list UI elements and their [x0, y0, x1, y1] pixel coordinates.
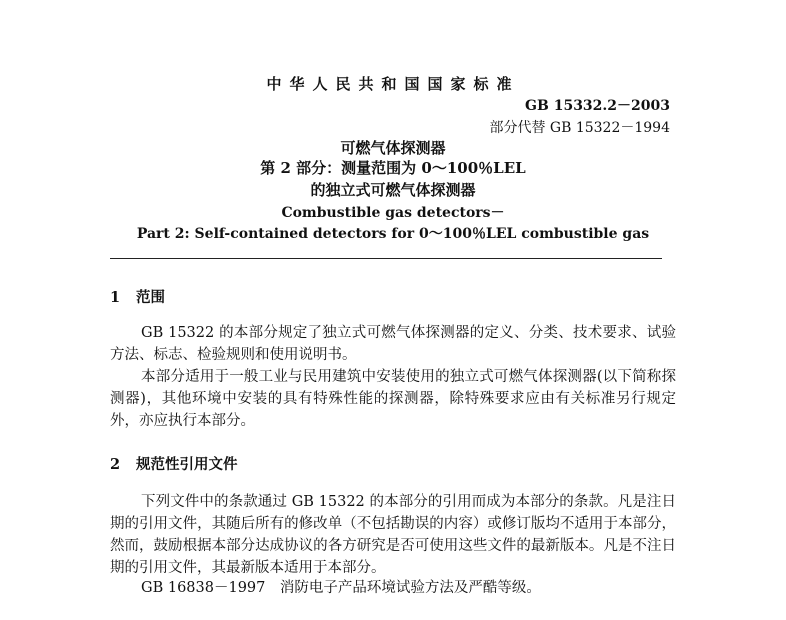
- section-title: 范围: [136, 289, 165, 306]
- header-divider: [110, 258, 662, 259]
- national-standard-heading: 中华人民共和国国家标准: [266, 75, 520, 93]
- references-paragraph-1: 下列文件中的条款通过 GB 15322 的本部分的引用而成为本部分的条款。凡是注日期的引用文件，其随后所有的修改单（不包括勘误的内容）或修订版均不适用于本部分，然而，鼓励根据本部分达成协议的各方研究是否可使用这些文件的最新版本。凡是不注日期的引用文件，其最新版本适用于本部分。: [110, 494, 676, 576]
- section-heading-normative-references: [110, 453, 238, 474]
- scope-paragraph-2: 本部分适用于一般工业与民用建筑中安装使用的独立式可燃气体探测器(以下简称探测器)，其他环境中安装的具有特殊性能的探测器，除特殊要求应由有关标准另行规定外，亦应执行本部分。: [110, 369, 676, 429]
- reference-entry: GB 16838－1997 消防电子产品环境试验方法及严酷等级。: [141, 580, 541, 596]
- scope-paragraph-1: GB 15322 的本部分规定了独立式可燃气体探测器的定义、分类、技术要求、试验方法、标志、检验规则和使用说明书。: [110, 325, 676, 363]
- english-title-line-1: Combustible gas detectors－: [281, 205, 505, 221]
- standard-number: GB 15332.2－2003: [525, 98, 670, 114]
- english-title-line-2: Part 2: Self-contained detectors for 0～100％LEL combustible gas: [136, 226, 650, 242]
- title-line-1: 可燃气体探测器: [340, 139, 446, 157]
- title-line-2: 第 2 部分：测量范围为 0～100％LEL: [260, 159, 526, 177]
- section-number: 1: [110, 289, 121, 306]
- section-title: 规范性引用文件: [136, 456, 238, 473]
- replaces-note: 部分代替 GB 15322－1994: [489, 120, 670, 136]
- section-heading-scope: [110, 286, 165, 307]
- title-line-3: 的独立式可燃气体探测器: [310, 181, 476, 199]
- section-number: 2: [110, 456, 121, 473]
